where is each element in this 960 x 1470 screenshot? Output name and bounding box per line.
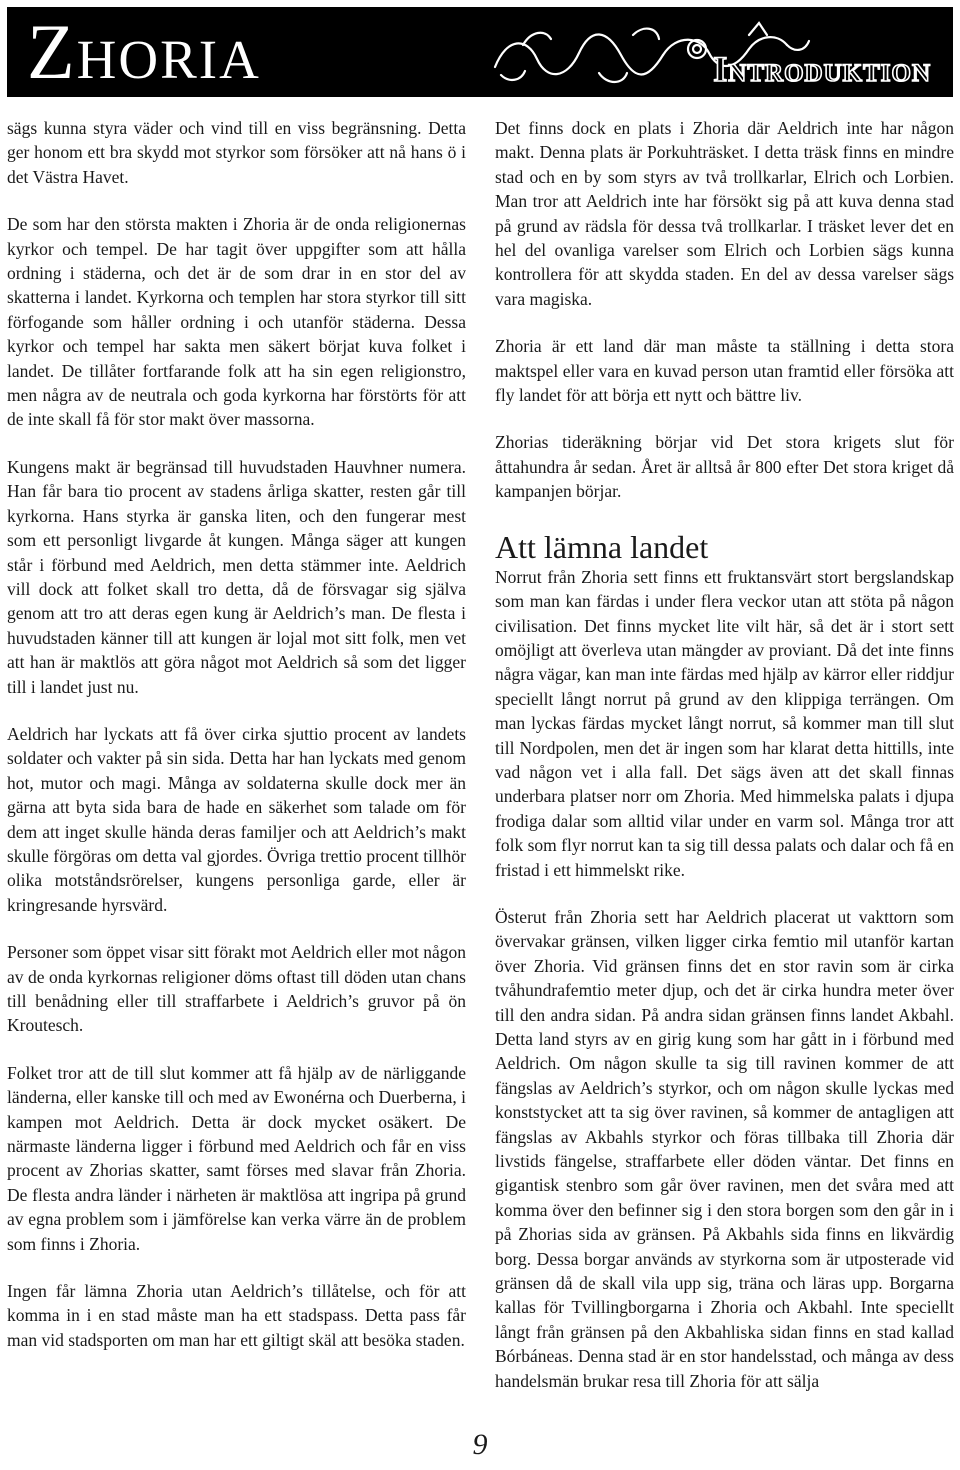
paragraph: Det finns dock en plats i Zhoria där Aeldrich inte har någon makt. Denna plats är Porkuhträsket. I detta träsk finns en mindre stad och en by som styrs av två trollkarlar, Elrich och Lorbien. Man tror att Aeldrich inte har försökt sig på att kuva denna stad på grund av rädsla för dessa två trollkarlar. I träsket lever det en hel del ovanliga varelser som Elrich och Lorbien sägs kunna kontrollera för att skydda staden. En del av dessa varelser sägs vara magiska. bbox=[495, 118, 954, 309]
paragraph: Ingen får lämna Zhoria utan Aeldrich’s tillåtelse, och för att komma in i en stad måste man ha ett stadspass. Detta pass får man vid stadsporten om man har ett giltigt skäl att besöka staden. bbox=[7, 1281, 466, 1350]
paragraph: Zhorias tideräkning börjar vid Det stora krigets slut för åttahundra år sedan. Året är alltså år 800 efter Det stora kriget då kampanjen börjar. bbox=[495, 432, 954, 502]
book-title: Zhoria bbox=[27, 8, 261, 95]
paragraph: Kungens makt är begränsad till huvudstaden Hauvhner numera. Han får bara tio procent av stadens årliga skatter, resten går till kyrkorna. Hans styrka är ganska liten, och den fungerar mest som ett personligt livgarde åt kungen. Många säger att kungen står i förbund med Aeldrich, men detta stämmer inte. Aeldrich vill dock att folket skall tro detta, då de försvagar sig själva genom att tro att deras egen kung är Aeldrich’s man. De flesta i huvudstaden känner till att kungen är lojal mot sitt folk, men vet att han är maktlös att göra något mot Aeldrich så som det ligger till i landet just nu. bbox=[7, 456, 466, 697]
paragraph: Aeldrich har lyckats att få över cirka sjuttio procent av landets soldater och vakter på sin sida. Detta har han lyckats med genom hot, mutor och magi. Många av soldaterna skulle dock mer än gärna att byta sida bara de hade en säkerhet som talade om för dem att inget skulle hända deras familjer och att Aeldrich’s makt skulle förgöras om detta val gjordes. Övriga trettio procent tillhör olika motståndsrörelser, kungens personliga garde, eller är kringresande hyrsvärd. bbox=[7, 723, 466, 915]
paragraph: Personer som öppet visar sitt förakt mot Aeldrich eller mot någon av de onda kyrkornas religioner döms oftast till döden utan chans till benådning eller till straffarbete i Aeldrich’s gruvor på ön Kroutesch. bbox=[7, 942, 466, 1036]
page-header bbox=[7, 7, 953, 97]
paragraph: sägs kunna styra väder och vind till en viss begränsning. Detta ger honom ett bra skydd mot styrkor som försöker att nå hans ö i det Västra Havet. bbox=[7, 118, 466, 187]
right-column bbox=[495, 116, 954, 1416]
paragraph: Österut från Zhoria sett har Aeldrich placerat ut vakttorn som övervakar gränsen, vilken ligger cirka femtio mil utanför kartan över Zhoria. Vid gränsen finns det en stor ravin som är cirka tvåhundrafemtio meter djup, och det är cirka hundra meter över till den andra sidan. På andra sidan gränsen finns landet Akbahl. Detta land styrs av en girig kung som har gått in i förbund med Aeldrich. Om någon skulle ta sig till ravinen kommer de att fängslas av Aeldrich’s styrkor, och om någon skulle lyckas med konststycket att ta sig över ravinen, så kommer de antagligen att fängslas av Akbahls styrkor och föras tillbaka till Zhoria där livstids fängelse, straffarbete eller döden väntar. Det finns en gigantisk stenbro som går över ravinen, men det svåra med att komma över den befinner sig i den stora borgen som den går in i på Zhorias sida av gränsen. På Akbahls sida finns en likvärdig borg. Dessa borgar används av styrkorna som är utposterade vid gränsen då de skall vila upp sig, träna och läras upp. Borgarna kallas för Tvillingborgarna i Zhoria och Akbahl. Inte speciellt långt från gränsen på den Akbahliska sidan finns en stad kallad Bórbáneas. Denna stad är en stor handelsstad, och många av dess handelsmän brukar resa till Zhoria för att sälja bbox=[495, 906, 954, 1391]
paragraph: De som har den största makten i Zhoria är de onda religionernas kyrkor och tempel. De har tagit över uppgifter som att hålla ordning i städerna, och det är de som drar in en stor del av skatterna i landet. Kyrkorna och templen har stora styrkor till sitt förfogande som håller ordning i och utanför städerna. Dessa kyrkor och tempel har sakta men säkert börjat kuva folket i landet. De tillåter fortfarande folk att ha sin egen religionstro, men några av de neutrala och goda kyrkorna har förstörts för att de inte skall få för stor makt över massorna. bbox=[7, 214, 466, 430]
paragraph: Folket tror att de till slut kommer att få hjälp av de närliggande länderna, eller kanske till och med av Ewonérna och Duerberna, i kampen mot Aeldrich. Detta är dock mycket osäkert. De närmaste länderna ligger i förbund med Aeldrich och får en viss procent av Zhorias skatter, samt förses med slavar från Zhoria. De flesta andra länder i närheten är maktlösa att ingripa på grund av egna problem som i jämförelse kan verka värre än de problem som finns i Zhoria. bbox=[7, 1062, 466, 1254]
section-heading: Att lämna landet bbox=[495, 528, 709, 565]
section-label: Introduktion bbox=[713, 49, 931, 89]
paragraph: Zhoria är ett land där man måste ta ställning i detta stora maktspel eller vara en kuvad person utan framtid eller försöka att fly landet för att börja ett nytt och bättre liv. bbox=[495, 336, 954, 406]
page-number: 9 bbox=[472, 1428, 488, 1461]
paragraph: Norrut från Zhoria sett finns ett fruktansvärt stort bergslandskap som man kan färdas i under flera veckor utan att stöta på någon civilisation. Det finns mycket lite vilt här, så det är i stort sett omöjligt att överleva utan mängder av proviant. Då det inte finns några vägar, kan man inte färdas med hjälp av kärror eller riddjur speciellt långt norrut på grund av den klippiga terrängen. Om man lyckas färdas mycket långt norrut, så kommer man till slut till Nordpolen, men det är ingen som har klarat detta hittills, inte vad någon vet i alla fall. Det sägs även att det skall finnas underbara platser norr om Zhoria. Med himmelska palats i djupa frodiga dalar som alltid vilar under en varm sol. Många tror att folk som flyr norrut kan ta sig till dessa palats och dalar och få en fristad i ett himmelskt rike. bbox=[495, 566, 954, 880]
left-column bbox=[7, 116, 466, 1375]
